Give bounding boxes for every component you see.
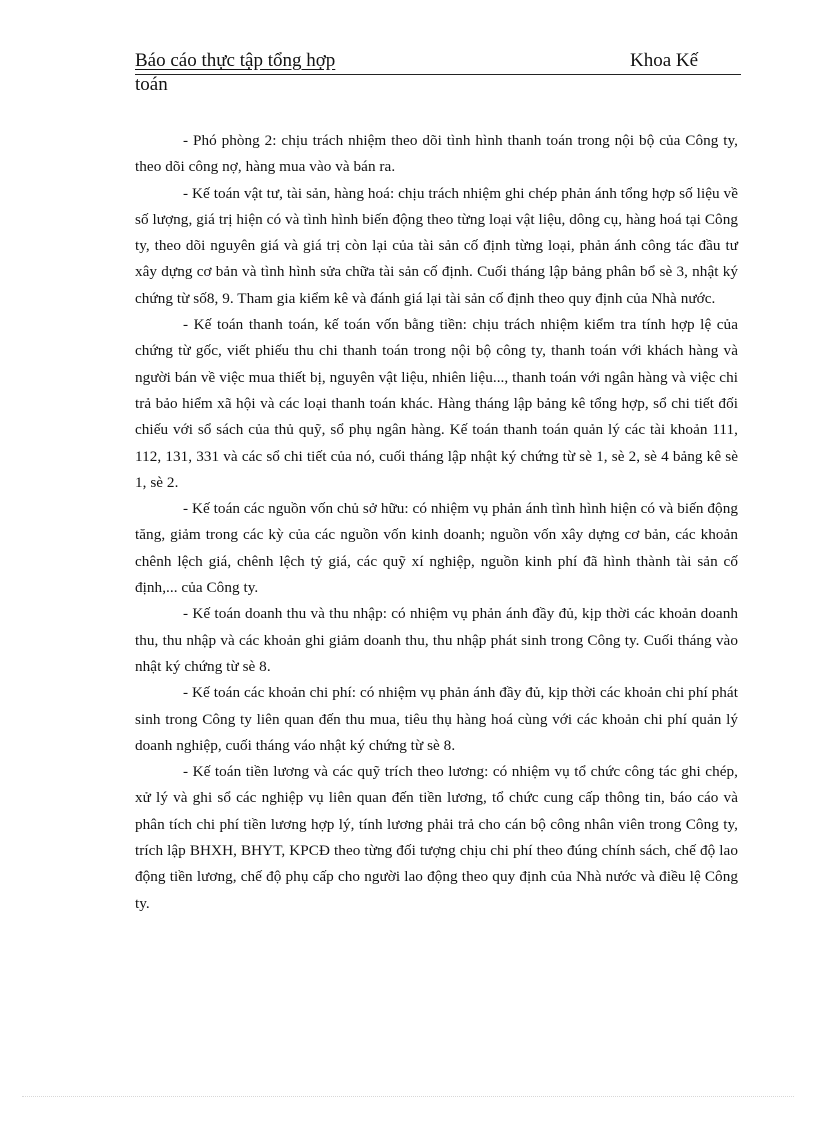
paragraph-salary-accounting: - Kế toán tiền lương và các quỹ trích theo lương: có nhiệm vụ tổ chức công tác ghi chép, xử lý và ghi sổ các nghiệp vụ liên quan đến tiền lương, tổ chức cung cấp thông tin, báo cáo và phân tích chi phí tiền lương hợp lý, tính lương phải trả cho cán bộ công nhân viên trong Công ty, trích lập BHXH, BHYT, KPCĐ theo từng đối tượng chịu chi phí theo đúng chính sách, chế độ lao động tiền lương, chế độ phụ cấp cho người lao động theo quy định của Nhà nước và điều lệ Công ty. bbox=[135, 763, 738, 912]
department-label: Khoa Kế bbox=[630, 50, 699, 71]
page-header bbox=[135, 48, 741, 75]
paragraph-equity-accounting: - Kế toán các nguồn vốn chủ sở hữu: có nhiệm vụ phản ánh tình hình hiện có và biến động tăng, giảm trong các kỳ của các nguồn vốn kinh doanh; nguồn vốn xây dựng cơ bản, các khoản chênh lệch giá, chênh lệch tỷ giá, các quỹ xí nghiệp, nguồn kinh phí đã hình thành tài sản cố định,... của Công ty. bbox=[135, 500, 738, 597]
paragraph-deputy-head: - Phó phòng 2: chịu trách nhiệm theo dõi tình hình thanh toán trong nội bộ của Công ty, theo dõi công nợ, hàng mua vào và bán ra. bbox=[135, 132, 738, 176]
paragraph-materials-assets-accounting: - Kế toán vật tư, tài sản, hàng hoá: chịu trách nhiệm ghi chép phản ánh tổng hợp số liệu về số lượng, giá trị hiện có và tình hình biến động theo từng loại vật liệu, dông cụ, hàng hoá tại Công ty, theo dõi nguyên giá và giá trị còn lại của tài sản cố định từng loại, phản ánh công tác đầu tư xây dựng cơ bản và tình hình sửa chữa tài sản cố định. Cuối tháng lập bảng phân bổ sè 3, nhật ký chứng từ số8, 9. Tham gia kiểm kê và đánh giá lại tài sản cố định theo quy định của Nhà nước. bbox=[135, 184, 738, 307]
document-body bbox=[135, 128, 738, 917]
paragraph-expense-accounting: - Kế toán các khoản chi phí: có nhiệm vụ phản ánh đầy đủ, kịp thời các khoản chi phí phát sinh trong Công ty liên quan đến thu mua, tiêu thụ hàng hoá cùng với các khoản chi phí quản lý doanh nghiệp, cuối tháng váo nhật ký chứng từ sè 8. bbox=[135, 684, 738, 754]
paragraph-payment-cash-accounting: - Kế toán thanh toán, kế toán vốn bằng tiền: chịu trách nhiệm kiểm tra tính hợp lệ của chứng từ gốc, viết phiếu thu chi thanh toán trong nội bộ công ty, thanh toán với khách hàng và người bán về việc mua thiết bị, nguyên vật liệu, nhiên liệu..., thanh toán với ngân hàng và việc chi trả bảo hiểm xã hội và các loại thanh toán khác. Hàng tháng lập bảng kê tổng hợp, sổ chi tiết đối chiếu với sổ sách của thủ quỹ, sổ phụ ngân hàng. Kế toán thanh toán quản lý các tài khoản 111, 112, 131, 331 và các sổ chi tiết của nó, cuối tháng lập nhật ký chứng từ sè 1, sè 2, sè 4 bảng kê sè 1, sè 2. bbox=[135, 316, 738, 491]
page-bottom-divider bbox=[22, 1096, 794, 1097]
department-label-continuation: toán bbox=[135, 74, 168, 95]
report-title: Báo cáo thực tập tổng hợp bbox=[135, 50, 336, 71]
paragraph-revenue-income-accounting: - Kế toán doanh thu và thu nhập: có nhiệm vụ phản ánh đầy đủ, kịp thời các khoản doanh thu, thu nhập và các khoản ghi giảm doanh thu, thu nhập phát sinh trong Công ty. Cuối tháng vào nhật ký chứng từ sè 8. bbox=[135, 605, 738, 675]
